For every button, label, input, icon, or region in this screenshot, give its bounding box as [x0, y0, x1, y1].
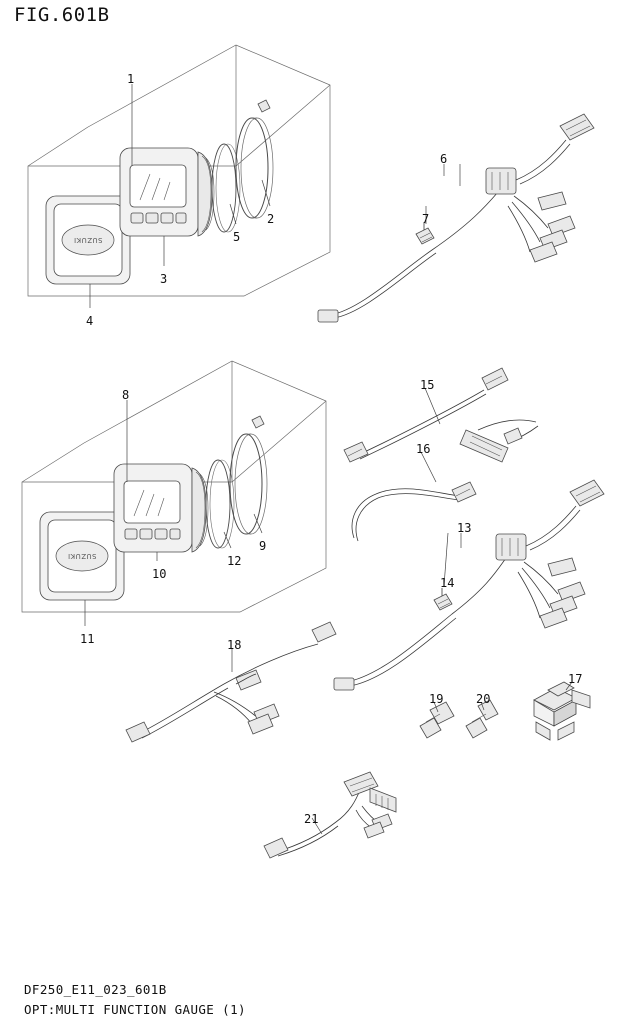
callout-2: 2	[267, 212, 275, 226]
callout-20: 20	[476, 692, 491, 706]
part-21-wire-harness	[264, 772, 396, 858]
footer-description: OPT:MULTI FUNCTION GAUGE (1)	[24, 1002, 246, 1017]
part-6-wire-harness	[318, 114, 594, 322]
callout-3: 3	[160, 272, 168, 286]
part-19-connector	[420, 702, 454, 738]
part-3-gauge-body	[120, 148, 214, 236]
part-12-inner-ring	[206, 460, 234, 548]
callout-13: 13	[457, 521, 472, 535]
callout-8: 8	[122, 388, 130, 402]
part-2-outer-ring	[236, 100, 273, 218]
callout-19: 19	[429, 692, 444, 706]
callout-4: 4	[86, 314, 94, 328]
part-16-sender-cable	[352, 420, 538, 541]
callout-14: 14	[440, 576, 455, 590]
callout-11: 11	[80, 632, 95, 646]
callout-21: 21	[304, 812, 319, 826]
suzuki-badge-lower: SUZUKI	[67, 552, 97, 560]
part-14-screw	[434, 588, 452, 610]
callout-15: 15	[420, 378, 435, 392]
part-13-wire-harness	[334, 480, 604, 690]
callout-5: 5	[233, 230, 241, 244]
callout-17: 17	[568, 672, 583, 686]
callout-9: 9	[259, 539, 267, 553]
part-10-gauge-body	[114, 464, 208, 552]
callout-18: 18	[227, 638, 242, 652]
suzuki-badge-upper: SUZUKI	[73, 236, 103, 244]
part-17-junction-block	[534, 682, 590, 740]
callout-7: 7	[422, 212, 430, 226]
part-9-outer-ring	[230, 416, 267, 534]
figure-title: FIG.601B	[14, 4, 110, 26]
footer-code: DF250_E11_023_601B	[24, 982, 167, 997]
callout-6: 6	[440, 152, 448, 166]
callout-10: 10	[152, 567, 167, 581]
callout-1: 1	[127, 72, 135, 86]
callout-16: 16	[416, 442, 431, 456]
callout-12: 12	[227, 554, 242, 568]
